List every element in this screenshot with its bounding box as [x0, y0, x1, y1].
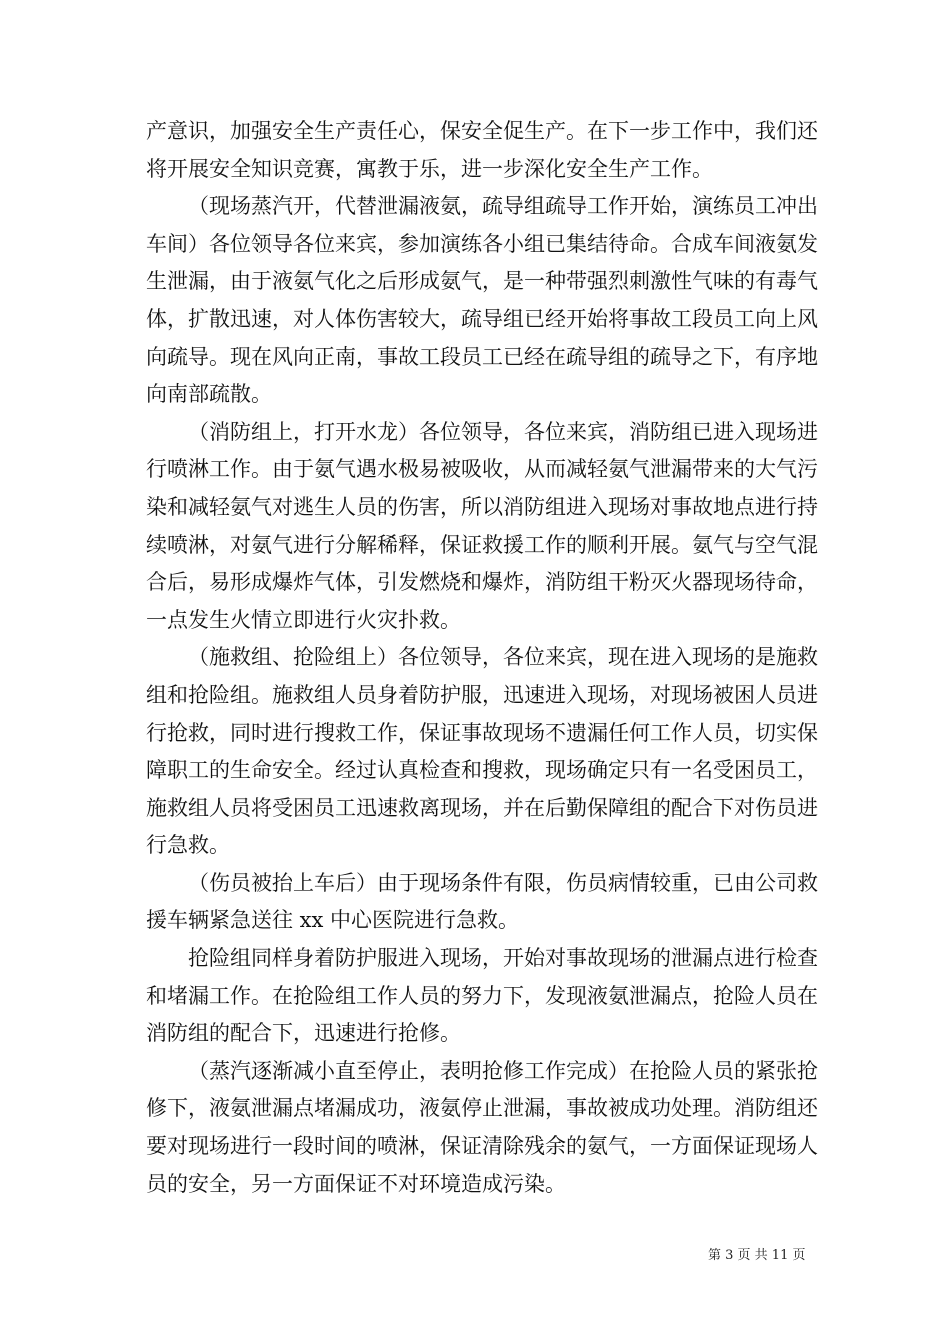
document-body — [146, 113, 818, 1203]
paragraph-5: （伤员被抬上车后）由于现场条件有限，伤员病情较重，已由公司救援车辆紧急送往 xx 中心医院进行急救。 — [146, 870, 818, 933]
paragraph-1: 产意识，加强安全生产责任心，保安全促生产。在下一步工作中，我们还将开展安全知识竞赛，寓教于乐，进一步深化安全生产工作。 — [146, 119, 818, 181]
paragraph-2: （现场蒸汽开，代替泄漏液氨，疏导组疏导工作开始，演练员工冲出车间）各位领导各位来宾，参加演练各小组已集结待命。合成车间液氨发生泄漏，由于液氨气化之后形成氨气，是一种带强烈刺激性气味的有毒气体，扩散迅速，对人体伤害较大，疏导组已经开始将事故工段员工向上风向疏导。现在风向正南，事故工段员工已经在疏导组的疏导之下，有序地向南部疏散。 — [146, 194, 818, 407]
paragraph-4: （施救组、抢险组上）各位领导，各位来宾，现在进入现场的是施救组和抢险组。施救组人员身着防护服，迅速进入现场，对现场被困人员进行抢救，同时进行搜救工作，保证事故现场不遗漏任何工作人员，切实保障职工的生命安全。经过认真检查和搜救，现场确定只有一名受困员工，施救组人员将受困员工迅速救离现场，并在后勤保障组的配合下对伤员进行急救。 — [146, 645, 818, 858]
paragraph-3: （消防组上，打开水龙）各位领导，各位来宾，消防组已进入现场进行喷淋工作。由于氨气遇水极易被吸收，从而减轻氨气泄漏带来的大气污染和减轻氨气对逃生人员的伤害，所以消防组进入现场对事故地点进行持续喷淋，对氨气进行分解稀释，保证救援工作的顺利开展。氨气与空气混合后，易形成爆炸气体，引发燃烧和爆炸，消防组干粉灭火器现场待命，一点发生火情立即进行火灾扑救。 — [146, 419, 818, 632]
page-number: 第 3 页 共 11 页 — [708, 1248, 806, 1263]
paragraph-6: 抢险组同样身着防护服进入现场，开始对事故现场的泄漏点进行检查和堵漏工作。在抢险组工作人员的努力下，发现液氨泄漏点，抢险人员在消防组的配合下，迅速进行抢修。 — [146, 946, 818, 1046]
paragraph-7: （蒸汽逐渐减小直至停止，表明抢修工作完成）在抢险人员的紧张抢修下，液氨泄漏点堵漏成功，液氨停止泄漏，事故被成功处理。消防组还要对现场进行一段时间的喷淋，保证清除残余的氨气，一方面保证现场人员的安全，另一方面保证不对环境造成污染。 — [146, 1058, 818, 1196]
